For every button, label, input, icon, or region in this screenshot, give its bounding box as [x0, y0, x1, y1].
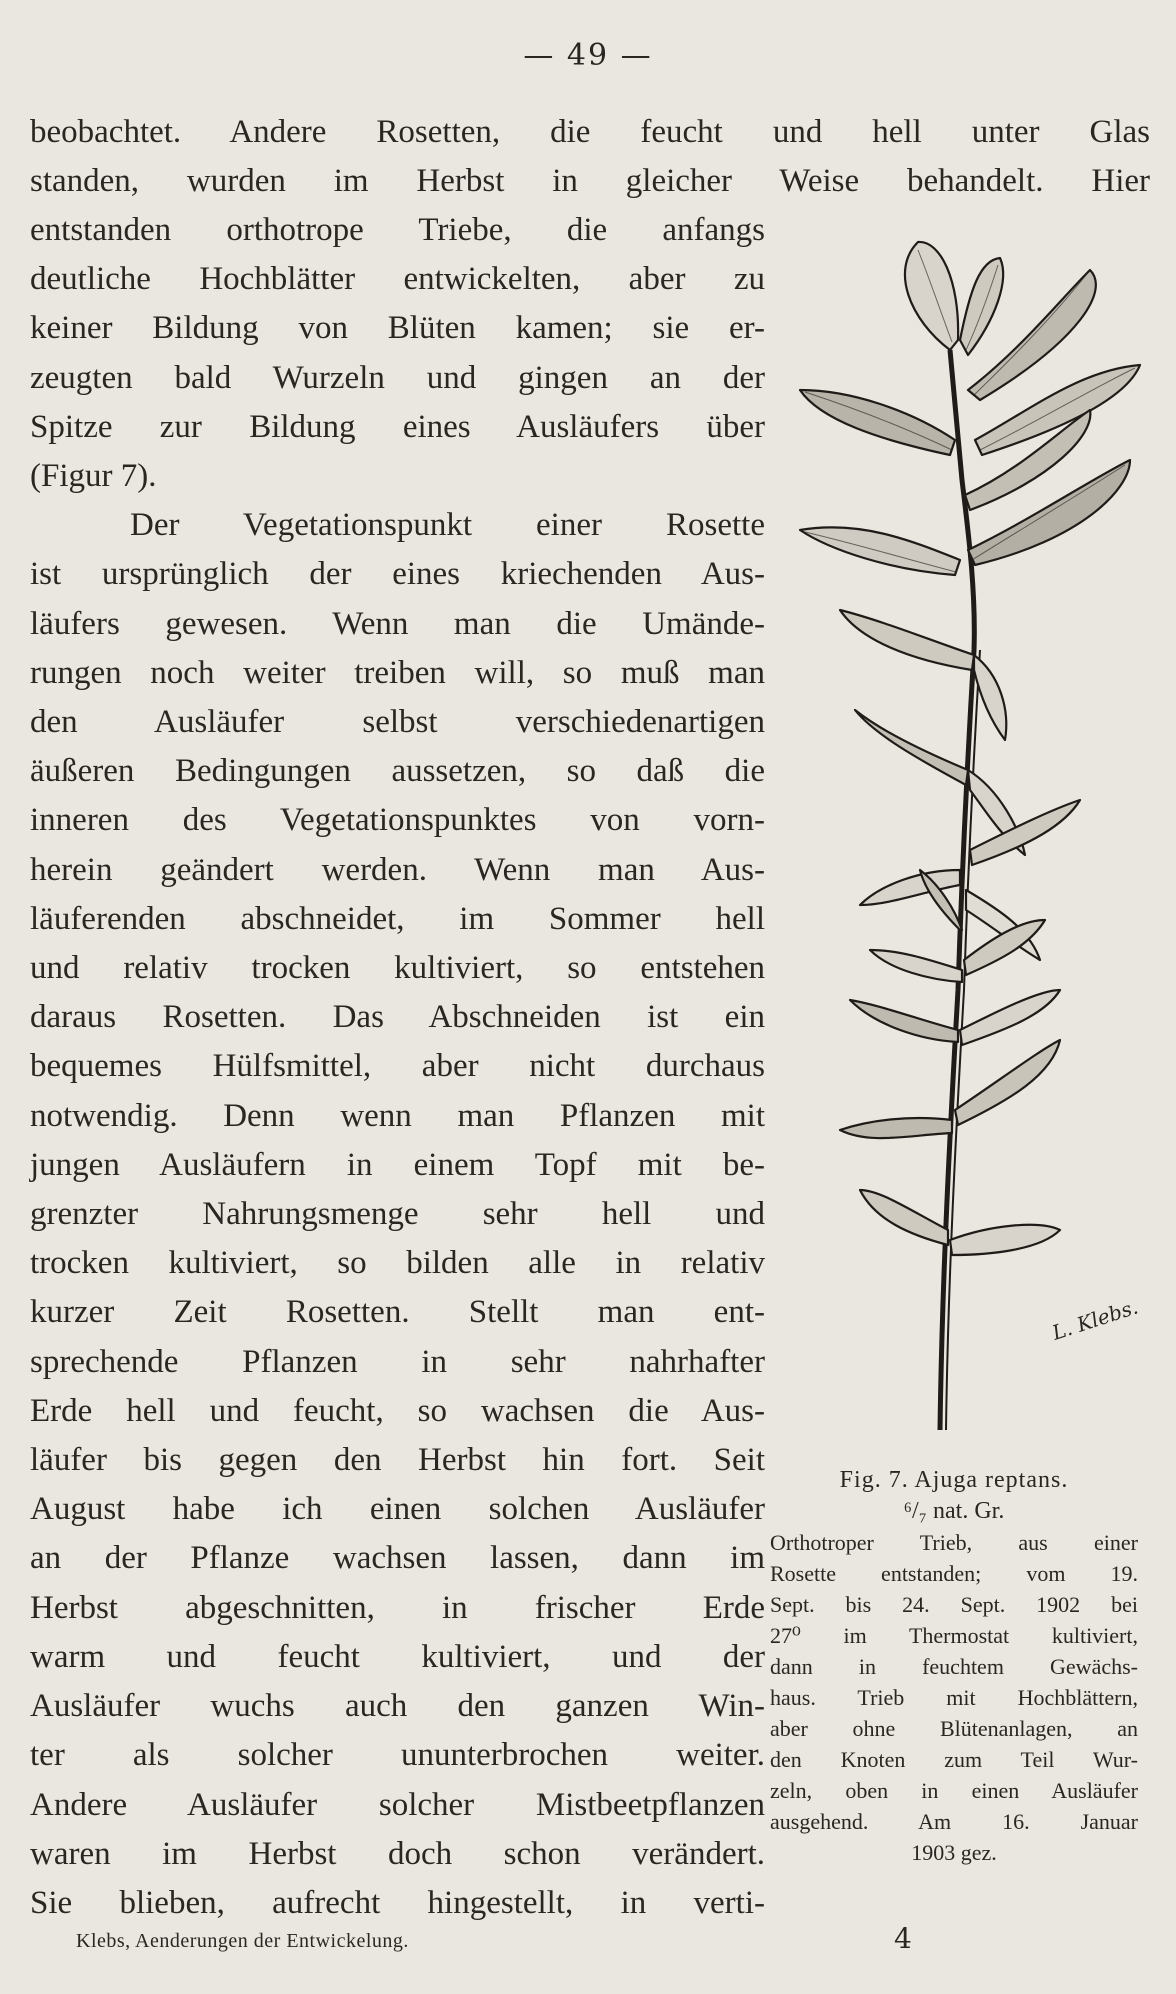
- text-line: läufers gewesen. Wenn man die Umände-: [30, 605, 765, 642]
- body-column: [30, 206, 765, 1928]
- text-line: kurzer Zeit Rosetten. Stellt man ent-: [30, 1294, 765, 1331]
- caption-line: 1903 gez.: [911, 1840, 997, 1865]
- text-line: grenzter Nahrungsmenge sehr hell und: [30, 1196, 765, 1233]
- figure-caption: [770, 1465, 1138, 1868]
- caption-scale: ⁶/₇ nat. Gr.: [903, 1498, 1005, 1524]
- text-line: bequemes Hülfsmittel, aber nicht durchaus: [30, 1048, 765, 1085]
- caption-line: Sept. bis 24. Sept. 1902 bei: [770, 1592, 1138, 1617]
- text-line: beobachtet. Andere Rosetten, die feucht und hell unter Glas: [30, 114, 1150, 150]
- text-line: deutliche Hochblätter entwickelten, aber zu: [30, 261, 765, 298]
- caption-line: ausgehend. Am 16. Januar: [770, 1809, 1138, 1834]
- text-line: standen, wurden im Herbst in gleicher Weise behandelt. Hier: [30, 163, 1150, 200]
- ajuga-drawing: [790, 230, 1160, 1450]
- text-line: Ausläufer wuchs auch den ganzen Win-: [30, 1688, 765, 1725]
- caption-line: Rosette entstanden; vom 19.: [770, 1561, 1138, 1586]
- text-line: notwendig. Denn wenn man Pflanzen mit: [30, 1097, 765, 1134]
- text-line: jungen Ausläufern in einem Topf mit be-: [30, 1146, 765, 1183]
- text-line: läufer bis gegen den Herbst hin fort. Seit: [30, 1442, 765, 1479]
- text-line: August habe ich einen solchen Ausläufer: [30, 1491, 765, 1528]
- caption-line: haus. Trieb mit Hochblättern,: [770, 1685, 1138, 1710]
- text-line: Herbst abgeschnitten, in frischer Erde: [30, 1589, 765, 1626]
- text-line: Andere Ausläufer solcher Mistbeetpflanzen: [30, 1786, 765, 1823]
- text-line: rungen noch weiter treiben will, so muß man: [30, 654, 765, 691]
- caption-line: Orthotroper Trieb, aus einer: [770, 1530, 1138, 1555]
- full-width-text: [30, 108, 1150, 206]
- text-line: äußeren Bedingungen aussetzen, so daß die: [30, 753, 765, 790]
- text-line: keiner Bildung von Blüten kamen; sie er-: [30, 310, 765, 347]
- caption-line: aber ohne Blütenanlagen, an: [770, 1716, 1138, 1741]
- text-line: sprechende Pflanzen in sehr nahrhafter: [30, 1343, 765, 1380]
- text-line: daraus Rosetten. Das Abschneiden ist ein: [30, 999, 765, 1036]
- text-line: ter als solcher ununterbrochen weiter.: [30, 1737, 765, 1774]
- caption-line: den Knoten zum Teil Wur-: [770, 1747, 1138, 1772]
- text-line: an der Pflanze wachsen lassen, dann im: [30, 1540, 765, 1577]
- caption-title: Fig. 7. Ajuga reptans.: [839, 1467, 1069, 1493]
- text-line: waren im Herbst doch schon verändert.: [30, 1835, 765, 1872]
- text-line: (Figur 7).: [30, 458, 157, 495]
- caption-line: 27⁰ im Thermostat kultiviert,: [770, 1623, 1138, 1648]
- text-line: warm und feucht kultiviert, und der: [30, 1638, 765, 1675]
- text-line: Spitze zur Bildung eines Ausläufers über: [30, 408, 765, 445]
- text-line: zeugten bald Wurzeln und gingen an der: [30, 359, 765, 396]
- caption-line: dann in feuchtem Gewächs-: [770, 1654, 1138, 1679]
- caption-line: zeln, oben in einen Ausläufer: [770, 1778, 1138, 1803]
- text-line: inneren des Vegetationspunktes von vorn-: [30, 802, 765, 839]
- text-line: den Ausläufer selbst verschiedenartigen: [30, 704, 765, 741]
- page-number: — 49 —: [523, 38, 653, 73]
- plant-illustration: [790, 230, 1160, 1450]
- signature-mark: 4: [894, 1922, 912, 1955]
- running-footer: Klebs, Aenderungen der Entwickelung.: [76, 1930, 409, 1952]
- text-line: Der Vegetationspunkt einer Rosette: [130, 507, 765, 544]
- text-line: und relativ trocken kultiviert, so entstehen: [30, 950, 765, 987]
- text-line: herein geändert werden. Wenn man Aus-: [30, 851, 765, 888]
- text-line: Sie blieben, aufrecht hingestellt, in verti-: [30, 1884, 765, 1921]
- text-line: läuferenden abschneidet, im Sommer hell: [30, 900, 765, 937]
- text-line: ist ursprünglich der eines kriechenden Aus-: [30, 556, 765, 593]
- text-line: Erde hell und feucht, so wachsen die Aus-: [30, 1392, 765, 1429]
- artist-signature: L. Klebs.: [1049, 1294, 1141, 1345]
- text-line: trocken kultiviert, so bilden alle in relativ: [30, 1245, 765, 1282]
- text-line: entstanden orthotrope Triebe, die anfangs: [30, 212, 765, 248]
